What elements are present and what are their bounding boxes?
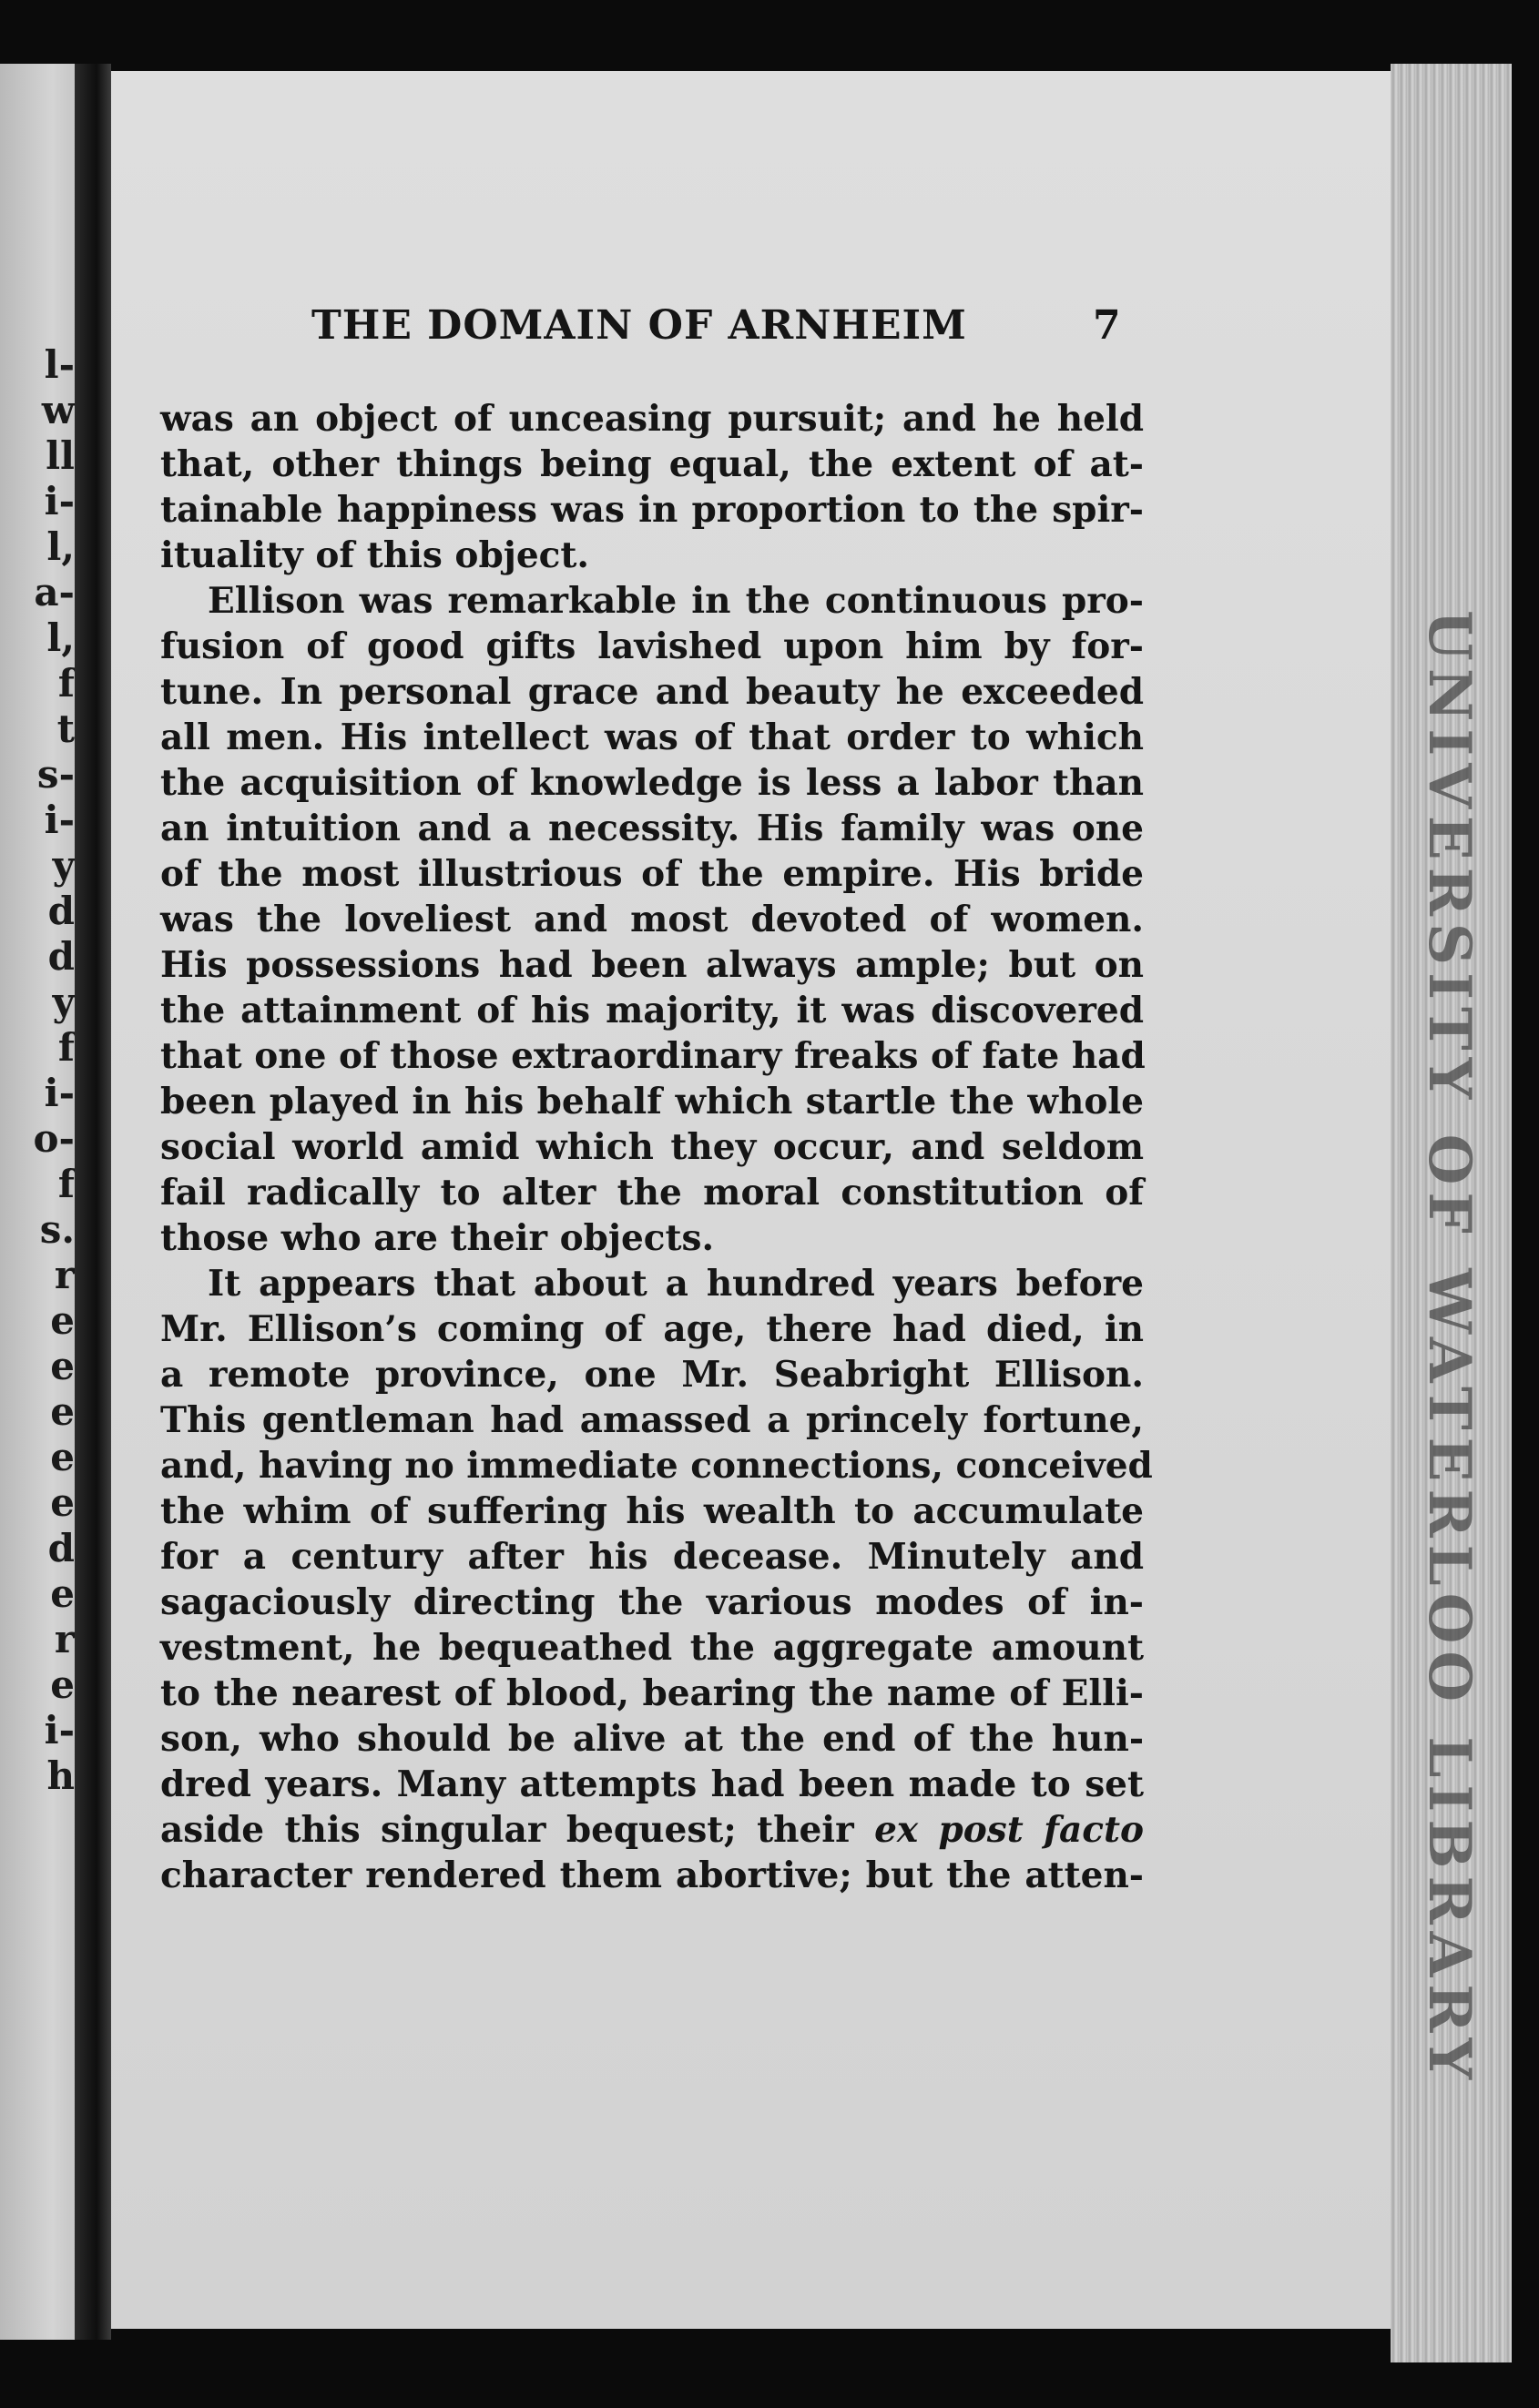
facing-page-fragment: l- bbox=[44, 342, 75, 387]
facing-page-fragment: w bbox=[41, 388, 75, 432]
text-line: the whim of suffering his wealth to accumulate bbox=[160, 1490, 1144, 1532]
text-line: fail radically to alter the moral constitution of bbox=[160, 1172, 1144, 1214]
facing-page-fragment: i- bbox=[44, 1708, 75, 1753]
text-line: was the loveliest and most devoted of women. bbox=[160, 899, 1144, 940]
library-stamp: UNIVERSITY OF WATERLOO LIBRARY bbox=[1415, 610, 1483, 2088]
facing-page-fragment: a- bbox=[34, 570, 75, 615]
text-line: ituality of this object. bbox=[160, 534, 589, 576]
page-number: 7 bbox=[1093, 302, 1121, 349]
facing-page-fragment: e bbox=[50, 1389, 75, 1434]
facing-page-fragment: e bbox=[50, 1662, 75, 1707]
text-line: for a century after his decease. Minutely and bbox=[160, 1536, 1144, 1578]
text-line: to the nearest of blood, bearing the name of Elli- bbox=[160, 1672, 1144, 1714]
facing-page-fragment: ll bbox=[46, 433, 75, 478]
text-line: Ellison was remarkable in the continuous pro- bbox=[208, 580, 1144, 622]
facing-page-fragment: e bbox=[50, 1480, 75, 1525]
facing-page-fragment: e bbox=[50, 1344, 75, 1388]
facing-page-fragment: s- bbox=[36, 752, 75, 797]
facing-page-fragment: l, bbox=[46, 615, 75, 660]
facing-page-fragment: i- bbox=[44, 1071, 75, 1115]
text-line: This gentleman had amassed a princely fortune, bbox=[160, 1399, 1144, 1441]
facing-page-fragment: y bbox=[52, 980, 75, 1024]
text-line: social world amid which they occur, and seldom bbox=[160, 1126, 1144, 1168]
facing-page-fragment: r bbox=[54, 1253, 75, 1297]
text-line: tainable happiness was in proportion to the spir- bbox=[160, 489, 1144, 531]
text-line: all men. His intellect was of that order to which bbox=[160, 716, 1144, 758]
facing-page-fragment: t bbox=[56, 706, 75, 751]
facing-page-fragment: h bbox=[46, 1753, 75, 1798]
facing-page-fragment: f bbox=[57, 1025, 75, 1070]
facing-page-fragment: e bbox=[50, 1298, 75, 1343]
page-block-edge bbox=[1391, 64, 1512, 2362]
text-line: those who are their objects. bbox=[160, 1217, 715, 1259]
text-line: was an object of unceasing pursuit; and he held bbox=[160, 398, 1144, 440]
text-line: dred years. Many attempts had been made to set bbox=[160, 1763, 1144, 1805]
text-line-italic bbox=[160, 1807, 1144, 1853]
facing-page-fragment: y bbox=[52, 843, 75, 888]
facing-page-fragment: i- bbox=[44, 798, 75, 842]
facing-page-fragment: s. bbox=[39, 1207, 75, 1252]
text-line: a remote province, one Mr. Seabright Ellison. bbox=[160, 1354, 1144, 1396]
text-line: It appears that about a hundred years before bbox=[208, 1263, 1144, 1305]
book-gutter bbox=[75, 64, 111, 2340]
text-line: the attainment of his majority, it was discovered bbox=[160, 990, 1144, 1031]
text-line: sagaciously directing the various modes of in- bbox=[160, 1581, 1144, 1623]
text-line: tune. In personal grace and beauty he exceeded bbox=[160, 671, 1144, 713]
text-line: character rendered them abortive; but the atten- bbox=[160, 1854, 1144, 1896]
text-line: of the most illustrious of the empire. His bride bbox=[160, 853, 1144, 895]
facing-page-fragment: e bbox=[50, 1435, 75, 1479]
italic-phrase: ex post facto bbox=[874, 1809, 1144, 1851]
facing-page-fragment: o- bbox=[33, 1116, 75, 1161]
facing-page-edge bbox=[0, 64, 75, 2340]
text-line: Mr. Ellison’s coming of age, there had died, in bbox=[160, 1308, 1144, 1350]
facing-page-fragment: d bbox=[47, 934, 75, 979]
text-line: an intuition and a necessity. His family was one bbox=[160, 808, 1144, 849]
text-segment: aside this singular bequest; their bbox=[160, 1809, 875, 1851]
text-line: son, who should be alive at the end of the hun- bbox=[160, 1718, 1144, 1760]
text-line: fusion of good gifts lavished upon him by for- bbox=[160, 625, 1144, 667]
facing-page-fragment: f bbox=[57, 661, 75, 706]
text-line: the acquisition of knowledge is less a labor than bbox=[160, 762, 1144, 804]
text-line: been played in his behalf which startle the whole bbox=[160, 1081, 1144, 1123]
text-line: that, other things being equal, the extent of at- bbox=[160, 443, 1144, 485]
facing-page-fragment: f bbox=[57, 1162, 75, 1206]
text-line: vestment, he bequeathed the aggregate amount bbox=[160, 1627, 1144, 1669]
facing-page-fragment: i- bbox=[44, 479, 75, 523]
facing-page-fragment: r bbox=[54, 1617, 75, 1661]
running-title: THE DOMAIN OF ARNHEIM bbox=[311, 302, 967, 349]
text-line: and, having no immediate connections, conceived bbox=[160, 1445, 1153, 1487]
body-text bbox=[160, 396, 1153, 1898]
text-line: that one of those extraordinary freaks of fate had bbox=[160, 1035, 1146, 1077]
facing-page-fragment: d bbox=[47, 1526, 75, 1570]
facing-page-fragment: e bbox=[50, 1571, 75, 1616]
text-line: His possessions had been always ample; but on bbox=[160, 944, 1144, 986]
facing-page-fragment: d bbox=[47, 889, 75, 933]
facing-page-fragment: l, bbox=[46, 524, 75, 569]
